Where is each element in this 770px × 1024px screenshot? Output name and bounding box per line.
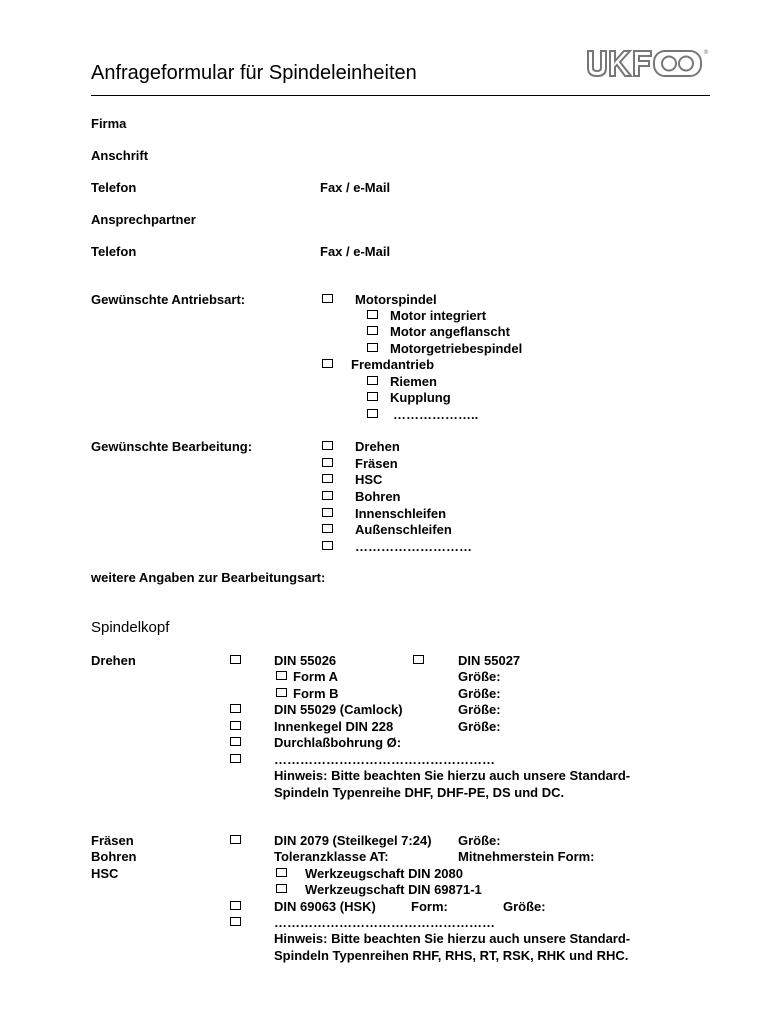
innenkegel-checkbox[interactable] [230, 721, 241, 730]
groesse-label: Größe: [458, 719, 501, 734]
hinweis-text: Spindeln Typenreihe DHF, DHF-PE, DS und DC. [274, 785, 565, 800]
groesse-label: Größe: [458, 833, 501, 848]
fraesen-section-label: Fräsen [91, 833, 134, 848]
other-fraesen-checkbox[interactable] [230, 917, 241, 926]
bohren-section-label: Bohren [91, 849, 137, 864]
telefon-label: Telefon [91, 244, 137, 259]
hsc-label: HSC [355, 472, 383, 487]
hinweis-text: Hinweis: Bitte beachten Sie hierzu auch unsere Standard- [274, 931, 631, 946]
other-processing-checkbox[interactable] [322, 541, 333, 550]
drehen-checkbox[interactable] [322, 441, 333, 450]
form-a-label: Form A [293, 669, 339, 684]
form-b-label: Form B [293, 686, 339, 701]
hinweis-text: Hinweis: Bitte beachten Sie hierzu auch unsere Standard- [274, 768, 631, 783]
other-processing-field[interactable]: ……………………… [355, 539, 472, 554]
anschrift-label: Anschrift [91, 148, 149, 163]
firma-label: Firma [91, 116, 127, 131]
din55027-label: DIN 55027 [458, 653, 521, 668]
telefon-label: Telefon [91, 180, 137, 195]
drehen-section-label: Drehen [91, 653, 136, 668]
other-drehen-checkbox[interactable] [230, 754, 241, 763]
din55027-checkbox[interactable] [413, 655, 424, 664]
form-b-checkbox[interactable] [276, 688, 287, 697]
ansprechpartner-label: Ansprechpartner [91, 212, 196, 227]
din55029-checkbox[interactable] [230, 704, 241, 713]
motor-angeflanscht-checkbox[interactable] [367, 326, 378, 335]
groesse-label: Größe: [458, 686, 501, 701]
din2079-checkbox[interactable] [230, 835, 241, 844]
hinweis-text: Spindeln Typenreihen RHF, RHS, RT, RSK, RHK und RHC. [274, 948, 629, 963]
antriebsart-label: Gewünschte Antriebsart: [91, 292, 246, 307]
motorspindel-label: Motorspindel [355, 292, 437, 307]
bohren-checkbox[interactable] [322, 491, 333, 500]
din69063-label: DIN 69063 (HSK) [274, 899, 376, 914]
motorgetriebespindel-checkbox[interactable] [367, 343, 378, 352]
groesse-label: Größe: [458, 669, 501, 684]
spindelkopf-heading: Spindelkopf [91, 619, 170, 636]
aussenschleifen-checkbox[interactable] [322, 524, 333, 533]
bearbeitung-label: Gewünschte Bearbeitung: [91, 439, 253, 454]
other-drehen-field[interactable]: …………………………………………… [274, 752, 495, 767]
motorspindel-checkbox[interactable] [322, 294, 333, 303]
din2080-checkbox[interactable] [276, 868, 287, 877]
din69871-checkbox[interactable] [276, 884, 287, 893]
din55026-label: DIN 55026 [274, 653, 337, 668]
groesse-label: Größe: [458, 702, 501, 717]
din2079-label: DIN 2079 (Steilkegel 7:24) [274, 833, 432, 848]
header-rule [91, 95, 710, 96]
din69871-label: Werkzeugschaft DIN 69871-1 [305, 882, 482, 897]
svg-text:®: ® [703, 49, 709, 56]
form-a-option [276, 669, 338, 685]
motor-integriert-checkbox[interactable] [367, 310, 378, 319]
form-a-checkbox[interactable] [276, 671, 287, 680]
form-b-option [276, 686, 339, 702]
other-drive-field[interactable]: ……………….. [393, 407, 479, 422]
ukf-logo [585, 46, 709, 80]
din69063-checkbox[interactable] [230, 901, 241, 910]
hsc-checkbox[interactable] [322, 474, 333, 483]
other-drive-checkbox[interactable] [367, 409, 378, 418]
fax-email-label: Fax / e-Mail [320, 180, 391, 195]
fremdantrieb-label: Fremdantrieb [351, 357, 435, 372]
riemen-checkbox[interactable] [367, 376, 378, 385]
kupplung-label: Kupplung [390, 390, 451, 405]
durchlassbohrung-checkbox[interactable] [230, 737, 241, 746]
innenschleifen-label: Innenschleifen [355, 506, 447, 521]
din55029-label: DIN 55029 (Camlock) [274, 702, 403, 717]
kupplung-checkbox[interactable] [367, 392, 378, 401]
bohren-label: Bohren [355, 489, 401, 504]
riemen-label: Riemen [390, 374, 437, 389]
motor-integriert-label: Motor integriert [390, 308, 487, 323]
weitere-angaben-label: weitere Angaben zur Bearbeitungsart: [91, 570, 326, 585]
innenschleifen-checkbox[interactable] [322, 508, 333, 517]
aussenschleifen-label: Außenschleifen [355, 522, 452, 537]
other-fraesen-field[interactable]: …………………………………………… [274, 915, 495, 930]
mitnehmerstein-label: Mitnehmerstein Form: [458, 849, 595, 864]
din55026-checkbox[interactable] [230, 655, 241, 664]
din2080-label: Werkzeugschaft DIN 2080 [305, 866, 463, 881]
motor-angeflanscht-label: Motor angeflanscht [390, 324, 510, 339]
form-label: Form: [411, 899, 448, 914]
drehen-label: Drehen [355, 439, 400, 454]
page-title: Anfrageformular für Spindeleinheiten [91, 62, 417, 84]
toleranzklasse-label: Toleranzklasse AT: [274, 849, 389, 864]
groesse-label: Größe: [503, 899, 546, 914]
motorgetriebespindel-label: Motorgetriebespindel [390, 341, 523, 356]
fraesen-checkbox[interactable] [322, 458, 333, 467]
durchlassbohrung-label: Durchlaßbohrung Ø: [274, 735, 402, 750]
hsc-section-label: HSC [91, 866, 119, 881]
innenkegel-label: Innenkegel DIN 228 [274, 719, 394, 734]
fraesen-label: Fräsen [355, 456, 398, 471]
fax-email-label: Fax / e-Mail [320, 244, 391, 259]
fremdantrieb-checkbox[interactable] [322, 359, 333, 368]
